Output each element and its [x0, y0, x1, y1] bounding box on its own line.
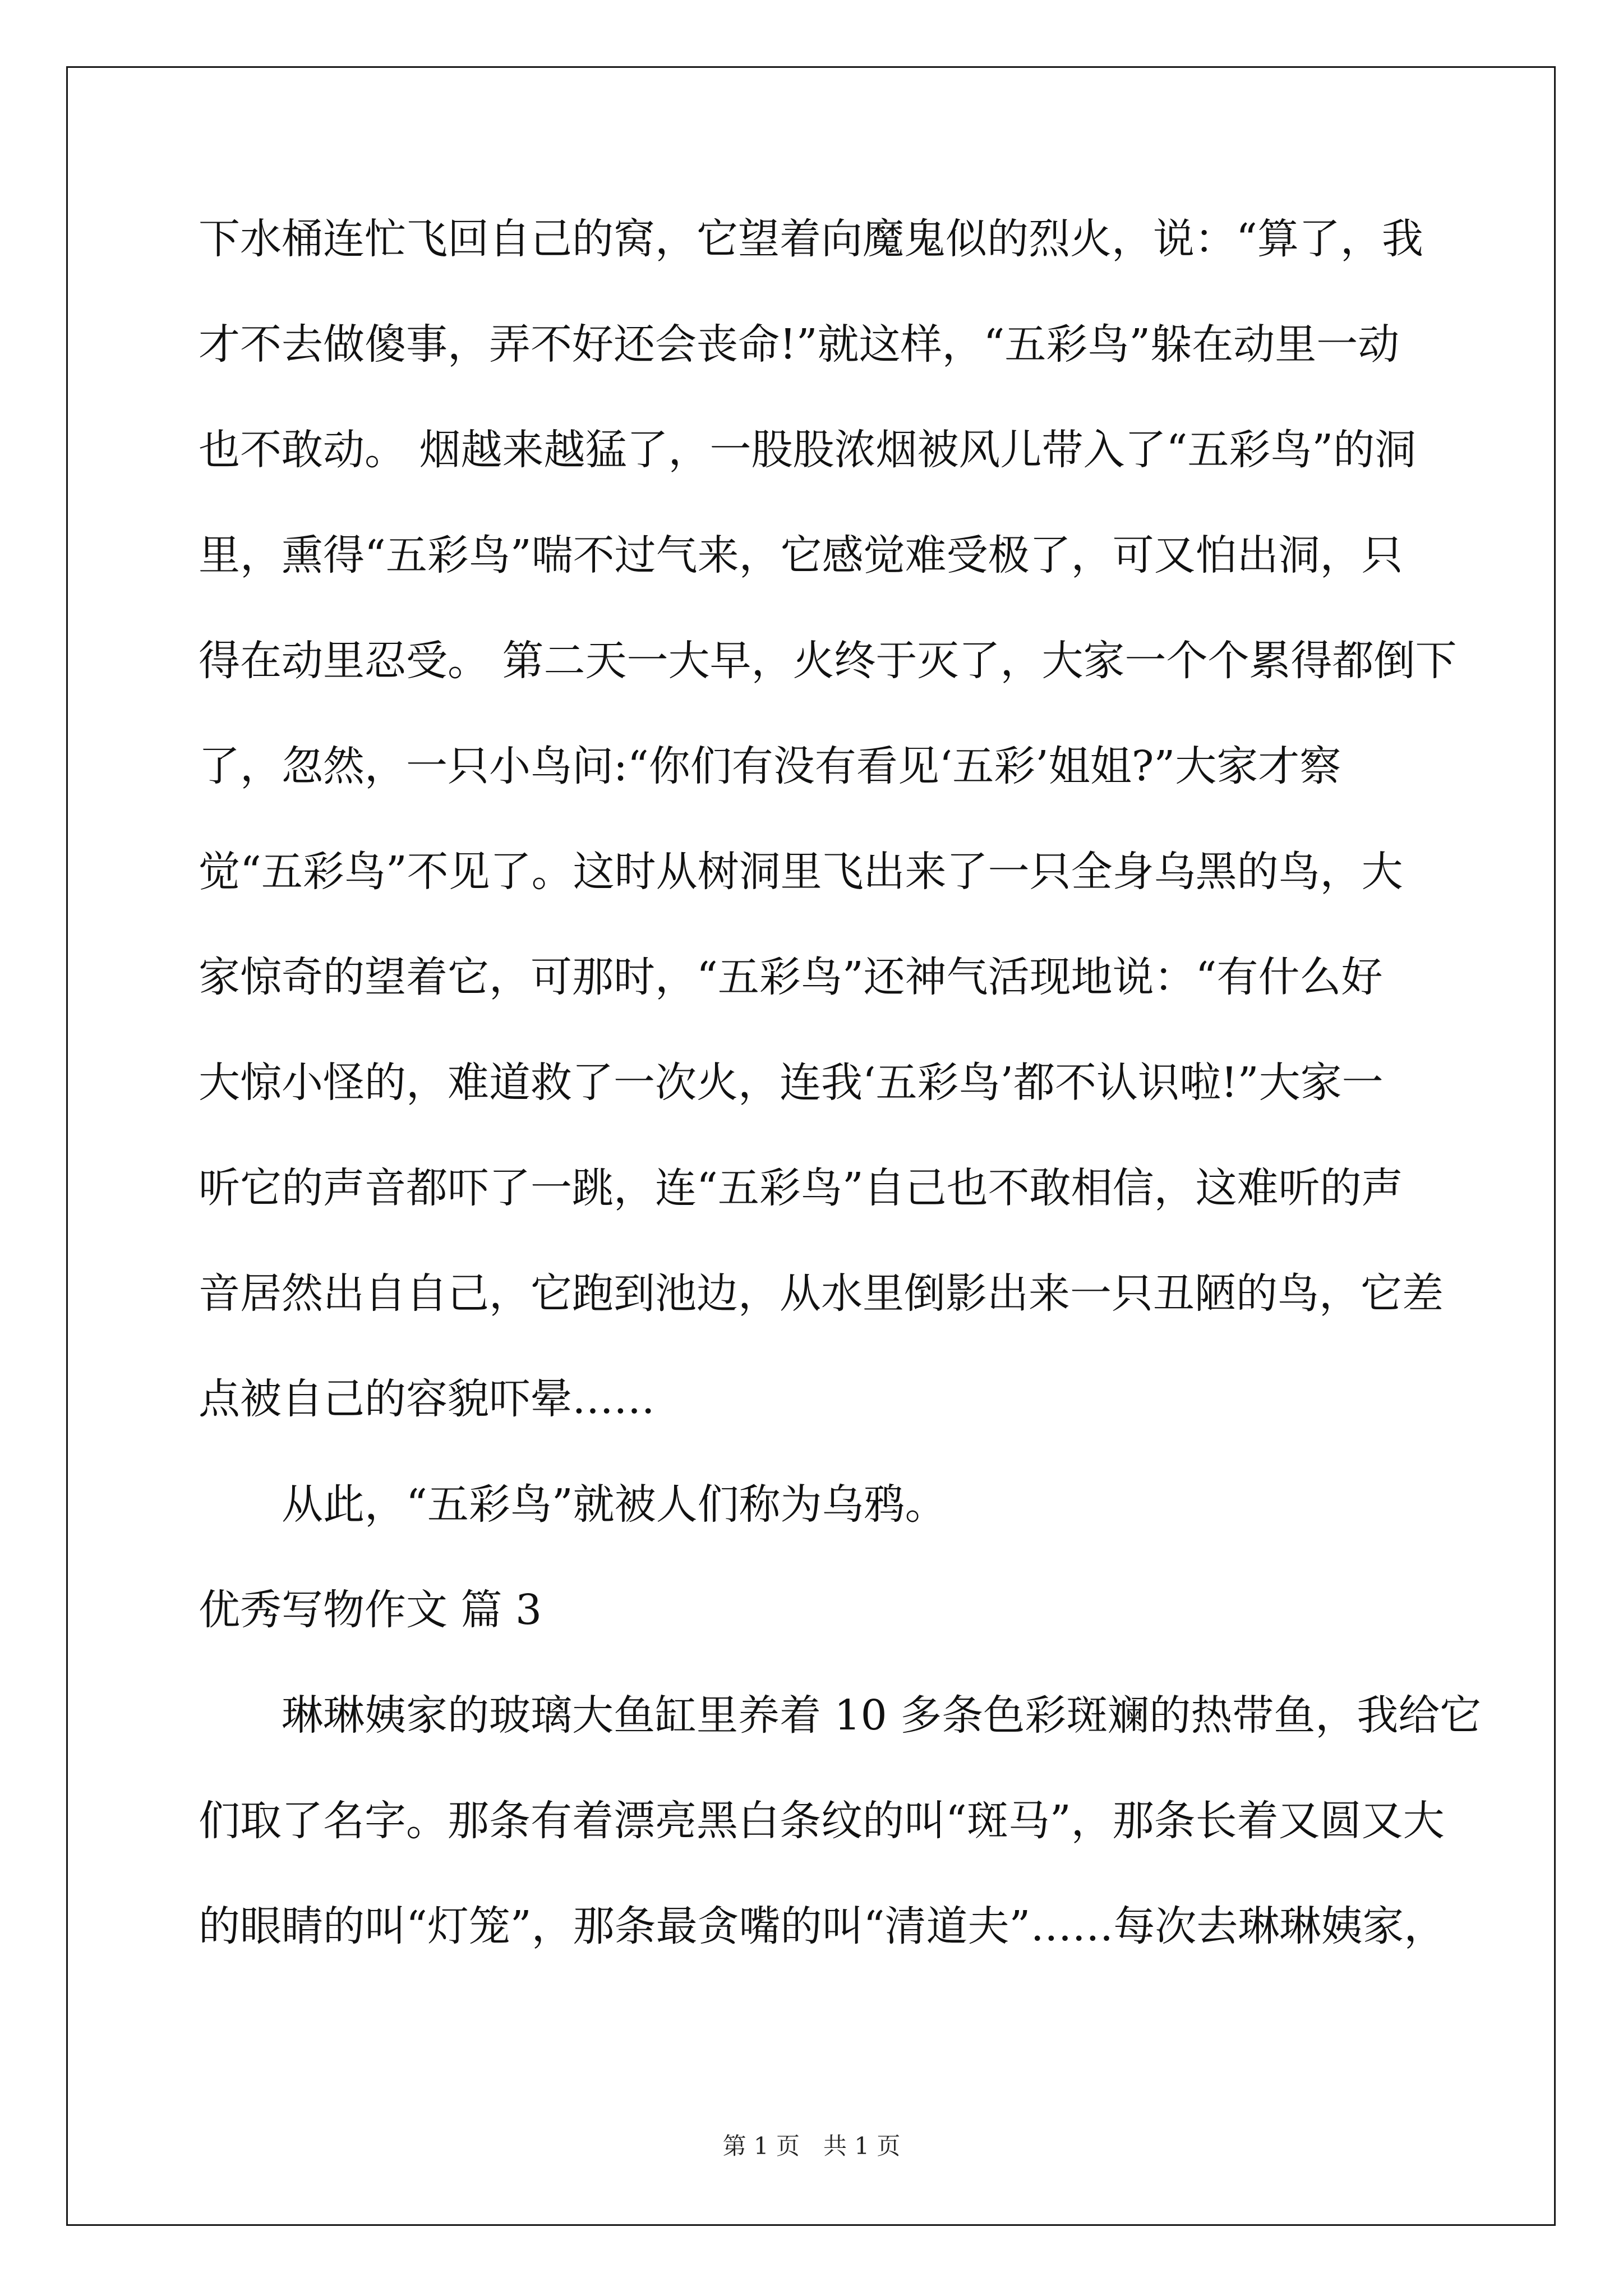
paragraph-line: 琳琳姨家的玻璃大鱼缸里养着 10 多条色彩斑斓的热带鱼，我给它: [282, 1691, 1482, 1740]
paragraph-line: 觉“五彩鸟”不见了。这时从树洞里飞出来了一只全身乌黑的鸟，大: [199, 848, 1403, 896]
paragraph-line: 们取了名字。那条有着漂亮黑白条纹的叫“斑马”，那条长着又圆又大: [199, 1797, 1445, 1845]
paragraph-line: 才不去做傻事，弄不好还会丧命!”就这样，“五彩鸟”躲在动里一动: [199, 320, 1400, 369]
section-heading: 优秀写物作文 篇 3: [199, 1586, 542, 1634]
paragraph-line: 音居然出自自己，它跑到池边，从水里倒影出来一只丑陋的鸟，它差: [199, 1269, 1444, 1318]
paragraph-line: 里，熏得“五彩鸟”喘不过气来，它感觉难受极了，可又怕出洞，只: [199, 531, 1403, 579]
paragraph-line: 听它的声音都吓了一跳，连“五彩鸟”自己也不敢相信，这难听的声: [199, 1164, 1403, 1212]
page-footer: 第 1 页 共 1 页: [722, 2132, 901, 2160]
paragraph-line: 家惊奇的望着它，可那时，“五彩鸟”还神气活现地说：“有什么好: [199, 953, 1383, 1001]
paragraph-line: 了，忽然，一只小鸟问:“你们有没有看见‘五彩’姐姐?”大家才察: [199, 742, 1341, 790]
paragraph-line: 点被自己的容貌吓晕……: [199, 1375, 655, 1423]
paragraph-line: 大惊小怪的，难道救了一次火，连我‘五彩鸟’都不认识啦!”大家一: [199, 1059, 1384, 1107]
paragraph-line: 也不敢动。 烟越来越猛了，一股股浓烟被风儿带入了“五彩鸟”的洞: [199, 426, 1417, 474]
paragraph-line: 的眼睛的叫“灯笼”，那条最贪嘴的叫“清道夫”……每次去琳琳姨家，: [199, 1902, 1446, 1950]
paragraph-line: 下水桶连忙飞回自己的窝，它望着向魔鬼似的烈火，说：“算了，我: [199, 215, 1423, 263]
paragraph-line: 得在动里忍受。 第二天一大早，火终于灭了，大家一个个累得都倒下: [199, 637, 1457, 685]
paragraph-line: 从此，“五彩鸟”就被人们称为乌鸦。: [282, 1480, 947, 1529]
